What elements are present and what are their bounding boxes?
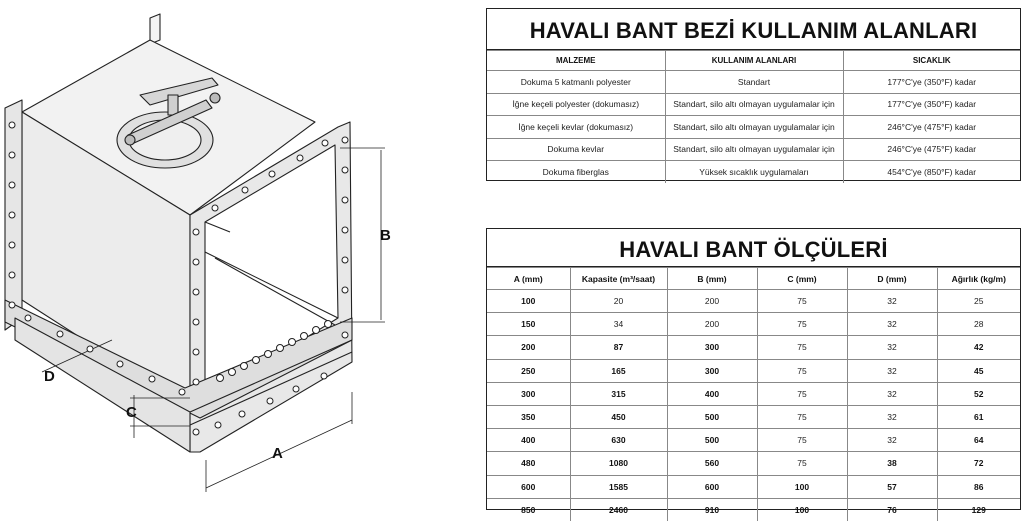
usage-table-header-cell: KULLANIM ALANLARI (665, 51, 843, 71)
dimensions-table-cell: 400 (487, 429, 570, 452)
dimensions-table-header-cell: Ağırlık (kg/m) (937, 268, 1020, 290)
dimensions-table-header-cell: A (mm) (487, 268, 570, 290)
dimensions-table-cell: 75 (757, 290, 847, 313)
dimensions-table-row (487, 498, 1020, 521)
dimensions-table (487, 267, 1020, 521)
dimensions-table-cell: 630 (570, 429, 667, 452)
usage-table (487, 50, 1020, 183)
dimensions-table-cell: 200 (667, 290, 757, 313)
dimensions-table-cell: 350 (487, 405, 570, 428)
dimensions-table-cell: 20 (570, 290, 667, 313)
dimensions-table-row (487, 336, 1020, 359)
usage-table-cell: Dokuma 5 katmanlı polyester (487, 71, 665, 94)
dimensions-table-cell: 165 (570, 359, 667, 382)
dimensions-table-title: HAVALI BANT ÖLÇÜLERİ (487, 229, 1020, 267)
dimensions-table-cell: 75 (757, 429, 847, 452)
dimensions-table-row (487, 290, 1020, 313)
dimensions-table-cell: 300 (487, 382, 570, 405)
dimensions-table-cell: 75 (757, 336, 847, 359)
dimensions-table-row (487, 429, 1020, 452)
usage-table-cell: Dokuma kevlar (487, 138, 665, 161)
dimensions-table-cell: 910 (667, 498, 757, 521)
dimensions-table-cell: 52 (937, 382, 1020, 405)
dimensions-table-cell: 100 (487, 290, 570, 313)
usage-table-row (487, 138, 1020, 161)
dimensions-table-cell: 32 (847, 359, 937, 382)
dimensions-table-cell: 600 (667, 475, 757, 498)
usage-table-row (487, 93, 1020, 116)
usage-table-cell: 246°C'ye (475°F) kadar (843, 116, 1020, 139)
dimensions-table-cell: 129 (937, 498, 1020, 521)
usage-table-cell: 177°C'ye (350°F) kadar (843, 71, 1020, 94)
dimensions-table-cell: 76 (847, 498, 937, 521)
dimensions-table-cell: 100 (757, 498, 847, 521)
dimensions-table-cell: 61 (937, 405, 1020, 428)
dimensions-table-cell: 1080 (570, 452, 667, 475)
usage-table-row (487, 71, 1020, 94)
dimensions-table-cell: 850 (487, 498, 570, 521)
dimensions-table-cell: 57 (847, 475, 937, 498)
dimensions-table-cell: 72 (937, 452, 1020, 475)
dimensions-table-row (487, 382, 1020, 405)
air-slide-technical-drawing (0, 0, 470, 513)
usage-table-cell: 246°C'ye (475°F) kadar (843, 138, 1020, 161)
dimension-label-d: D (44, 368, 55, 385)
dimensions-table-cell: 200 (487, 336, 570, 359)
dimensions-table-cell: 75 (757, 382, 847, 405)
dimensions-table-cell: 75 (757, 452, 847, 475)
usage-table-row (487, 116, 1020, 139)
dimensions-table-header-cell: B (mm) (667, 268, 757, 290)
dimensions-table-cell: 250 (487, 359, 570, 382)
usage-table-header-cell: MALZEME (487, 51, 665, 71)
dimensions-table-cell: 32 (847, 290, 937, 313)
dimensions-table-cell: 100 (757, 475, 847, 498)
dimensions-table-cell: 32 (847, 382, 937, 405)
dimensions-table-cell: 32 (847, 336, 937, 359)
dimensions-table-header-cell: C (mm) (757, 268, 847, 290)
dimensions-table-cell: 500 (667, 429, 757, 452)
dimensions-table-cell: 75 (757, 359, 847, 382)
usage-table-cell: Dokuma fiberglas (487, 161, 665, 183)
dimensions-table-cell: 200 (667, 313, 757, 336)
dimensions-table-cell: 87 (570, 336, 667, 359)
dimensions-table-cell: 34 (570, 313, 667, 336)
dimensions-table-cell: 38 (847, 452, 937, 475)
dimensions-table-cell: 300 (667, 359, 757, 382)
dimensions-table-cell: 315 (570, 382, 667, 405)
usage-table-cell: Standart, silo altı olmayan uygulamalar için (665, 138, 843, 161)
usage-table-cell: Yüksek sıcaklık uygulamaları (665, 161, 843, 183)
dimensions-table-row (487, 405, 1020, 428)
dimensions-table-cell: 300 (667, 336, 757, 359)
dimensions-table-row (487, 452, 1020, 475)
usage-table-header-cell: SICAKLIK (843, 51, 1020, 71)
dimensions-table-cell: 75 (757, 405, 847, 428)
usage-table-panel (486, 8, 1021, 181)
dimensions-table-cell: 450 (570, 405, 667, 428)
dimensions-table-cell: 150 (487, 313, 570, 336)
dimensions-table-header-cell: D (mm) (847, 268, 937, 290)
dimensions-table-cell: 560 (667, 452, 757, 475)
usage-table-title: HAVALI BANT BEZİ KULLANIM ALANLARI (487, 9, 1020, 50)
dimensions-table-cell: 2460 (570, 498, 667, 521)
dimensions-table-cell: 500 (667, 405, 757, 428)
dimensions-table-row (487, 359, 1020, 382)
dimensions-table-cell: 600 (487, 475, 570, 498)
dimensions-table-cell: 25 (937, 290, 1020, 313)
dimensions-table-cell: 400 (667, 382, 757, 405)
dimensions-table-cell: 64 (937, 429, 1020, 452)
dimensions-table-cell: 42 (937, 336, 1020, 359)
dimensions-table-panel (486, 228, 1021, 515)
dimensions-table-cell: 1585 (570, 475, 667, 498)
dimensions-table-cell: 32 (847, 429, 937, 452)
usage-table-cell: 177°C'ye (350°F) kadar (843, 93, 1020, 116)
usage-table-cell: İğne keçeli polyester (dokumasız) (487, 93, 665, 116)
dimensions-table-cell: 45 (937, 359, 1020, 382)
dimensions-table-cell: 28 (937, 313, 1020, 336)
dimension-label-a: A (272, 445, 283, 462)
usage-table-cell: İğne keçeli kevlar (dokumasız) (487, 116, 665, 139)
dimensions-table-row (487, 313, 1020, 336)
dimensions-table-cell: 86 (937, 475, 1020, 498)
dimensions-table-cell: 32 (847, 313, 937, 336)
usage-table-cell: Standart, silo altı olmayan uygulamalar için (665, 116, 843, 139)
dimensions-table-header-cell: Kapasite (m³/saat) (570, 268, 667, 290)
dimensions-table-cell: 480 (487, 452, 570, 475)
usage-table-row (487, 161, 1020, 183)
dimensions-table-cell: 32 (847, 405, 937, 428)
dimension-label-c: C (126, 404, 137, 421)
usage-table-cell: 454°C'ye (850°F) kadar (843, 161, 1020, 183)
usage-table-cell: Standart (665, 71, 843, 94)
dimensions-table-row (487, 475, 1020, 498)
dimension-label-b: B (380, 227, 391, 244)
usage-table-cell: Standart, silo altı olmayan uygulamalar için (665, 93, 843, 116)
dimensions-table-cell: 75 (757, 313, 847, 336)
